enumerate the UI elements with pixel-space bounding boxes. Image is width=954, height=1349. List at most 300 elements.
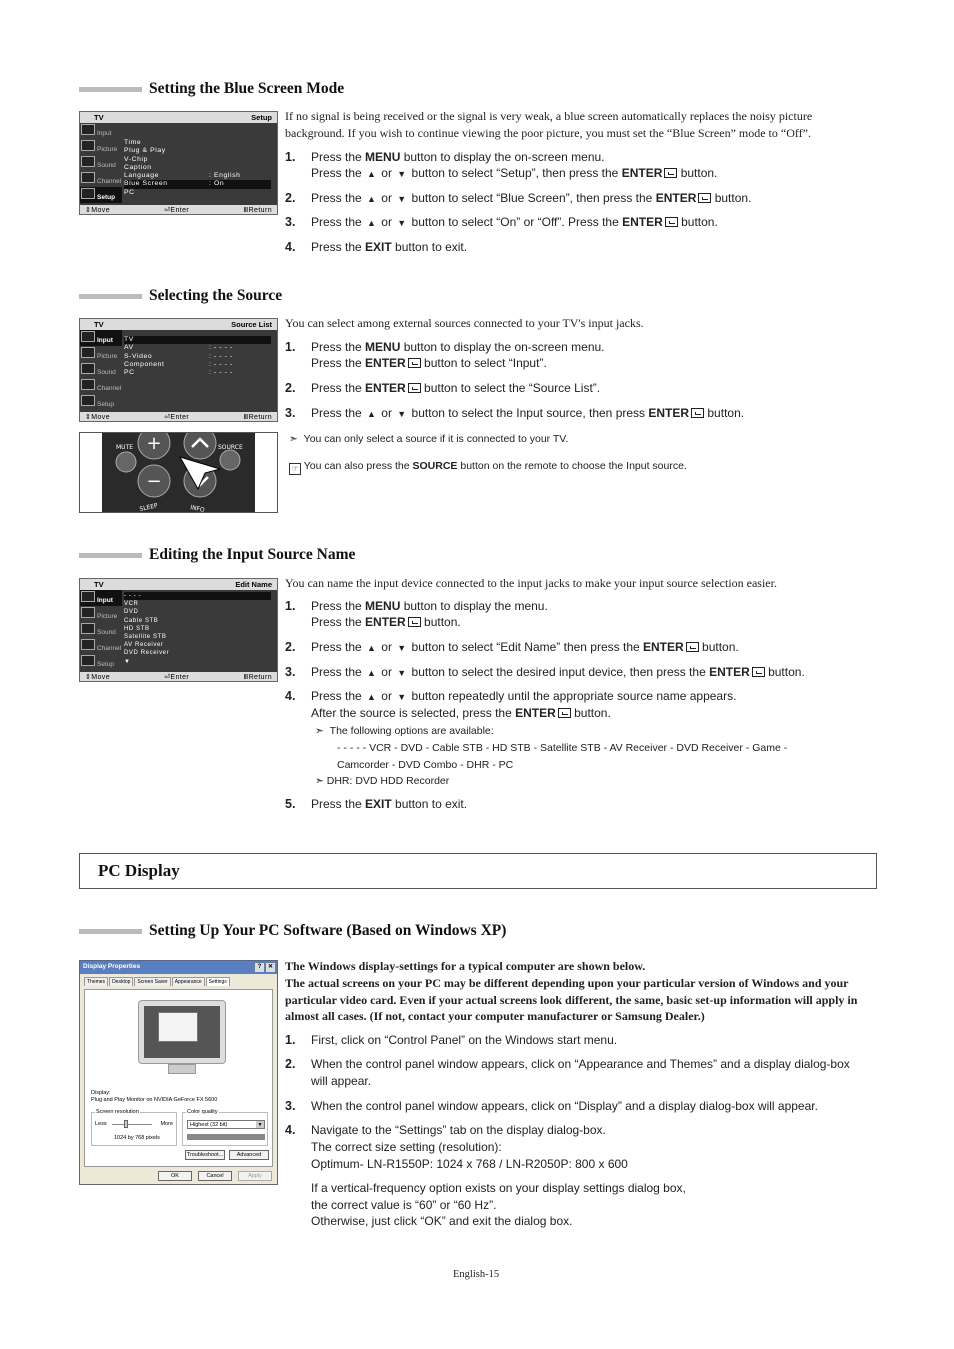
row-label: Language (124, 172, 160, 180)
row-label: PC (124, 369, 135, 377)
step-text: Press the ENTER button to select “Input”. (311, 356, 547, 370)
tv-side-label: Picture (97, 146, 118, 153)
display-label: Display: (91, 1090, 111, 1096)
tv-side-item-picture (80, 346, 122, 362)
troubleshoot-button[interactable]: Troubleshoot... (186, 1152, 224, 1158)
page-number: English-15 (453, 1269, 500, 1280)
tv-menu-row (124, 180, 271, 188)
edit-step-5 (285, 796, 855, 813)
step-number: 1. (285, 150, 296, 164)
enter-icon (691, 408, 704, 418)
tv-side-label: Setup (97, 661, 114, 668)
edit-note-1 (315, 723, 494, 740)
less-label: Less (95, 1121, 107, 1127)
channel-icon (81, 172, 95, 183)
up-arrow-icon: ▲ (367, 692, 376, 702)
down-arrow-icon: ▼ (397, 409, 407, 419)
tv-menu-row (124, 336, 271, 344)
step-text: The correct size setting (resolution): (311, 1140, 502, 1154)
resolution-group (91, 1109, 177, 1146)
tv-menu-row (124, 641, 271, 649)
remote-mute-label: MUTE (116, 444, 134, 451)
edit-note-options: - - - - - VCR - DVD - Cable STB - HD STB - Satellite STB - AV Receiver - DVD Receiver - Game - (337, 742, 788, 754)
color-quality-group (182, 1109, 268, 1146)
channel-icon (81, 379, 95, 390)
section-title-pc-software (79, 921, 506, 941)
tv-menu-list (124, 336, 271, 377)
note-text: The following options are available: (329, 725, 494, 737)
tab-appearance[interactable]: Appearance (172, 977, 205, 986)
row-label: - - - - (124, 593, 142, 599)
tv-side-label: Input (97, 597, 113, 604)
tv-menu-row (124, 361, 271, 369)
remote-sleep-label: SLEEP (138, 502, 159, 512)
source-step-3 (285, 380, 855, 397)
step-keyword: ENTER (515, 706, 556, 720)
row-label: Satellite STB (124, 633, 167, 640)
down-arrow-icon: ▼ (397, 169, 407, 179)
tv-menu-list (124, 139, 271, 197)
tv-side-item-picture (80, 139, 122, 155)
pc-display-header (79, 853, 877, 889)
row-label: Blue Screen (124, 180, 168, 188)
blue-screen-step-1 (285, 149, 855, 166)
enter-hint: ⏎Enter (164, 206, 190, 214)
return-hint: ⅢReturn (243, 413, 272, 421)
blue-screen-step-3 (285, 190, 855, 208)
step-keyword: ENTER (643, 640, 684, 654)
row-label: Component (124, 360, 165, 368)
tv-side-item-sound (80, 622, 122, 638)
pc-extra-info (285, 1139, 855, 1172)
tab-settings[interactable]: Settings (206, 977, 230, 986)
tv-menu-row (124, 625, 271, 633)
down-arrow-icon: ▼ (397, 643, 407, 653)
tv-side-item-channel (80, 378, 122, 394)
step-keyword: ENTER (709, 665, 750, 679)
step-keyword: MENU (365, 150, 401, 164)
step-text: Otherwise, just click “OK” and exit the dialog box. (311, 1214, 573, 1228)
up-arrow-icon: ▲ (367, 169, 376, 179)
edit-name-step-1 (285, 598, 855, 615)
step-text: Press the ▲ or ▼ button to select “Setup”, then press the ENTER button. (311, 165, 855, 183)
step-number: 1. (285, 599, 296, 613)
enter-icon (698, 193, 711, 203)
pc-intro-1: The Windows display-settings for a typical computer are shown below. (285, 959, 646, 973)
edit-name-step-2 (285, 614, 855, 631)
step-keyword: ENTER (648, 406, 690, 420)
step-text: Press the ▲ or ▼ button repeatedly until the appropriate source name appears. (311, 688, 855, 706)
tv-menu-row (124, 658, 271, 666)
step-text: Press the MENU button to display the menu. (311, 599, 548, 613)
monitor-preview (138, 1000, 226, 1078)
pc-intro-2: The actual screens on your PC may be different depending upon your particular version of Windows and your particular video card. Even if your actual screens look different, the same, basic set-up information will apply in almost all cases. (If not, contact your computer manufacturer or Samsung Dealer.) (285, 976, 858, 1023)
source-step-2 (285, 355, 855, 372)
tv-side-label: Setup (97, 401, 114, 408)
color-quality-select[interactable] (187, 1120, 265, 1129)
tv-menu-row (124, 172, 271, 180)
row-value (209, 336, 271, 344)
note-arrow-icon: ➣ (289, 433, 298, 445)
edit-note-options-2: Camcorder - DVD Combo - DHR - PC (337, 759, 514, 771)
tv-menu-row (124, 147, 271, 155)
resolution-slider-thumb[interactable] (124, 1120, 128, 1128)
picture-icon (81, 607, 95, 618)
tv-menu-row (124, 164, 271, 172)
tv-side-label: Channel (97, 645, 122, 652)
advanced-button[interactable]: Advanced (229, 1150, 269, 1160)
tv-side-label: Sound (97, 369, 116, 376)
section-heading: Setting Up Your PC Software (Based on Windows XP) (149, 922, 507, 939)
step-keyword: ENTER (622, 215, 663, 229)
move-hint: ⇕Move (85, 413, 110, 421)
close-icon[interactable]: ✕ (267, 964, 274, 970)
tv-menu-row (124, 649, 271, 657)
enter-icon (408, 358, 421, 368)
section-title-source (79, 286, 282, 306)
tv-side-label: Setup (97, 194, 116, 201)
step-keyword: ENTER (365, 381, 406, 395)
row-value: : - - - - (209, 360, 233, 368)
pc-extra-info-2 (285, 1180, 855, 1230)
setup-icon (81, 395, 95, 406)
edit-name-intro: You can name the input device connected to the input jacks to make your input source selection easier. (285, 576, 777, 590)
move-hint: ⇕Move (85, 206, 110, 214)
tv-menu-sidebar (80, 330, 122, 410)
tv-label: TV (94, 113, 104, 122)
title-bar-decoration (79, 294, 142, 299)
color-bar (187, 1134, 265, 1140)
step-number: 2. (285, 381, 296, 395)
row-label: DVD (124, 609, 139, 616)
tv-menu-row (124, 189, 271, 197)
apply-button[interactable]: Apply (238, 1171, 272, 1181)
edit-name-step-4 (285, 664, 855, 682)
step-number: 4. (285, 240, 296, 254)
tv-label: TV (94, 320, 104, 329)
tv-menu-row (124, 633, 271, 641)
up-arrow-icon: ▲ (367, 194, 376, 204)
dialog-title: Display Properties (83, 963, 141, 970)
row-label: TV (124, 336, 134, 343)
note-bold: SOURCE (412, 460, 458, 472)
note-text: DHR: DVD HDD Recorder (326, 775, 450, 787)
tv-label: TV (94, 580, 104, 589)
edit-note-dhr (315, 773, 449, 790)
step-text: Press the ENTER button. (311, 615, 461, 629)
step-text: Press the MENU button to display the on-screen menu. (311, 340, 605, 354)
note-arrow-icon: ➣ (315, 775, 324, 787)
title-bar-decoration (79, 553, 142, 558)
up-arrow-icon: ▲ (367, 643, 376, 653)
blue-screen-step-2 (285, 165, 855, 183)
tv-menu-row (124, 608, 271, 616)
down-arrow-icon: ▼ (397, 692, 407, 702)
step-text: Press the ENTER button to select the “Source List”. (311, 381, 601, 395)
resolution-value: 1024 by 768 pixels (114, 1135, 160, 1141)
tv-side-label: Input (97, 130, 112, 137)
step-keyword: EXIT (365, 240, 392, 254)
tv-menu-source-list (79, 318, 278, 422)
setup-icon (81, 655, 95, 666)
tv-side-item-setup (80, 187, 122, 203)
remote-hint-icon: ☞ (289, 463, 301, 475)
step-text: After the source is selected, press the ENTER button. (311, 706, 611, 720)
tv-menu-row (124, 617, 271, 625)
row-label: S-Video (124, 352, 153, 360)
menu-header: Source List (231, 320, 272, 329)
tab-desktop[interactable]: Desktop (109, 977, 133, 986)
settings-panel (84, 989, 273, 1167)
up-arrow-icon: ▲ (367, 218, 376, 228)
row-label: Time (124, 139, 142, 146)
enter-icon (558, 708, 571, 718)
row-label: Caption (124, 163, 152, 171)
row-value (209, 147, 271, 155)
edit-name-step-3 (285, 639, 855, 657)
return-hint: ⅢReturn (243, 206, 272, 214)
step-text: Press the ▲ or ▼ button to select “Blue Screen”, then press the ENTER button. (311, 190, 855, 208)
tv-menu-edit-name (79, 578, 278, 682)
edit-name-step-5 (285, 688, 855, 706)
row-label: VCR (124, 601, 139, 608)
step-keyword: ENTER (621, 166, 663, 180)
step-text: Press the ▲ or ▼ button to select the desired input device, then press the ENTER button. (311, 664, 855, 682)
enter-hint: ⏎Enter (164, 413, 190, 421)
note-text: button on the remote to choose the Input source. (457, 460, 687, 472)
step-text: If a vertical-frequency option exists on your display settings dialog box, (311, 1181, 686, 1195)
step-keyword: ENTER (655, 191, 697, 205)
section-title-blue-screen (79, 79, 344, 99)
setup-icon (81, 188, 95, 199)
help-icon[interactable]: ? (255, 963, 264, 972)
step-keyword: ENTER (365, 356, 406, 370)
pc-step-4 (285, 1122, 855, 1139)
step-number: 1. (285, 1033, 296, 1047)
step-number: 5. (285, 797, 296, 811)
row-value: : - - - - (209, 352, 233, 360)
step-keyword: ENTER (365, 615, 406, 629)
move-hint: ⇕Move (85, 673, 110, 681)
tv-side-item-setup (80, 654, 122, 670)
channel-icon (81, 639, 95, 650)
tv-side-item-input (80, 123, 122, 139)
color-quality-value: Highest (32 bit) (190, 1122, 228, 1128)
step-text: Press the EXIT button to exit. (311, 240, 468, 254)
tv-side-item-sound (80, 155, 122, 171)
row-value (209, 164, 271, 172)
row-label: ▼ (124, 658, 131, 665)
tab-screen-saver[interactable]: Screen Saver (134, 977, 170, 986)
step-text: Optimum- LN-R1550P: 1024 x 768 / LN-R2050P: 800 x 600 (311, 1156, 628, 1171)
source-step-4 (285, 405, 855, 423)
monitor-name: Plug and Play Monitor on NVIDIA GeForce FX 5600 (91, 1097, 218, 1103)
step-text: the correct value is “60” or “60 Hz”. (311, 1197, 497, 1212)
source-intro: You can select among external sources connected to your TV's input jacks. (285, 316, 644, 330)
step-text: Press the EXIT button to exit. (311, 797, 468, 811)
input-icon (81, 124, 95, 135)
tv-menu-sidebar (80, 123, 122, 203)
input-icon (81, 591, 95, 602)
step-text: Press the ▲ or ▼ button to select “Edit Name” then press the ENTER button. (311, 639, 855, 657)
tv-side-label: Channel (97, 178, 122, 185)
source-step-1 (285, 339, 855, 356)
blue-screen-step-4 (285, 214, 855, 232)
step-number: 3. (285, 215, 296, 229)
blue-screen-intro: If no signal is being received or the signal is very weak, a blue screen automatically replaces the noisy picture background. If you wish to continue viewing the poor picture, you must set the “Blue Screen” mode to “Off”. (285, 109, 813, 140)
svg-text:+: + (146, 433, 162, 454)
title-bar-decoration (79, 87, 142, 92)
sound-icon (81, 363, 95, 374)
svg-text:−: − (146, 471, 162, 492)
pc-step-3 (285, 1098, 855, 1115)
enter-icon (408, 383, 421, 393)
tv-side-item-sound (80, 362, 122, 378)
enter-hint: ⏎Enter (164, 673, 190, 681)
tv-menu-list (124, 592, 271, 666)
step-keyword: MENU (365, 340, 401, 354)
pc-display-title: PC Display (98, 861, 180, 880)
return-hint: ⅢReturn (243, 673, 272, 681)
menu-header: Edit Name (235, 580, 272, 589)
row-label: AV Receiver (124, 642, 164, 649)
step-number: 3. (285, 406, 296, 420)
resolution-label: Screen resolution (96, 1109, 139, 1115)
row-value (209, 189, 271, 197)
row-label: V-Chip (124, 155, 149, 163)
remote-control-image (79, 432, 278, 513)
source-note-2 (289, 458, 687, 475)
sound-icon (81, 156, 95, 167)
dialog-tabs (80, 974, 277, 986)
up-arrow-icon: ▲ (367, 409, 376, 419)
color-quality-label: Color quality (187, 1109, 218, 1115)
row-value (209, 156, 271, 164)
step-number: 4. (285, 689, 296, 703)
pc-step-1 (285, 1032, 855, 1049)
tv-side-item-picture (80, 606, 122, 622)
row-label: Cable STB (124, 617, 159, 624)
row-label: DVD Receiver (124, 650, 170, 657)
row-value: : - - - - (209, 369, 233, 377)
tv-menu-row (124, 344, 271, 352)
row-value: : On (209, 180, 225, 188)
step-text: When the control panel window appears, click on “Appearance and Themes” and a display dialog-box will appear. (311, 1057, 850, 1088)
step-number: 2. (285, 640, 296, 654)
tv-menu-row (124, 592, 271, 600)
edit-name-step-6 (285, 705, 855, 722)
tv-menu-row (124, 600, 271, 608)
step-text: Press the ▲ or ▼ button to select the Input source, then press ENTER button. (311, 405, 855, 423)
tv-menu-row (124, 139, 271, 147)
row-label: PC (124, 188, 135, 196)
enter-icon (665, 217, 678, 227)
note-arrow-icon: ➣ (315, 725, 324, 737)
row-label: Plug & Play (124, 147, 166, 155)
step-text: Press the MENU button to display the on-screen menu. (311, 150, 605, 164)
tv-menu-row (124, 353, 271, 361)
step-number: 2. (285, 1057, 296, 1071)
menu-header: Setup (251, 113, 272, 122)
tv-side-label: Input (97, 337, 113, 344)
tv-menu-row (124, 156, 271, 164)
section-heading: Setting the Blue Screen Mode (149, 80, 345, 97)
enter-icon (408, 617, 421, 627)
section-heading: Selecting the Source (149, 287, 283, 304)
down-arrow-icon: ▼ (397, 668, 407, 678)
tab-themes[interactable]: Themes (84, 977, 108, 986)
more-label: More (160, 1121, 173, 1127)
row-value: : - - - - (209, 344, 233, 352)
dialog-titlebar (80, 961, 277, 974)
row-value: : English (209, 172, 241, 180)
note-text: You can also press the (303, 460, 413, 472)
cancel-button[interactable]: Cancel (198, 1171, 232, 1181)
step-number: 3. (285, 665, 296, 679)
enter-icon (664, 168, 677, 178)
step-text: Navigate to the “Settings” tab on the display dialog-box. (311, 1123, 606, 1137)
tv-side-item-channel (80, 171, 122, 187)
tv-side-item-input (80, 590, 122, 606)
enter-icon (752, 667, 765, 677)
ok-button[interactable]: OK (158, 1171, 192, 1181)
step-keyword: MENU (365, 599, 401, 613)
display-properties-dialog (79, 960, 278, 1185)
tv-menu-row (124, 369, 271, 377)
picture-icon (81, 140, 95, 151)
step-number: 3. (285, 1099, 296, 1113)
resolution-slider[interactable] (112, 1124, 152, 1125)
picture-icon (81, 347, 95, 358)
step-text: When the control panel window appears, click on “Display” and a display dialog-box will appear. (311, 1099, 818, 1113)
blue-screen-step-5 (285, 239, 855, 256)
tv-side-item-input (80, 330, 122, 346)
tv-side-label: Channel (97, 385, 122, 392)
section-heading: Editing the Input Source Name (149, 546, 356, 563)
up-arrow-icon: ▲ (367, 668, 376, 678)
tv-menu-sidebar (80, 590, 122, 670)
source-note-1 (289, 431, 568, 448)
tv-side-item-channel (80, 638, 122, 654)
row-label: HD STB (124, 625, 150, 632)
pc-step-2 (285, 1056, 855, 1089)
remote-info-label: INFO (189, 504, 206, 512)
tv-side-label: Sound (97, 629, 116, 636)
step-text: First, click on “Control Panel” on the Windows start menu. (311, 1033, 618, 1047)
tv-side-label: Sound (97, 162, 116, 169)
row-label: AV (124, 344, 134, 352)
tv-side-label: Picture (97, 613, 118, 620)
down-arrow-icon: ▼ (397, 218, 407, 228)
down-arrow-icon: ▼ (397, 194, 407, 204)
enter-icon (686, 642, 699, 652)
chevron-down-icon: ▼ (257, 1122, 263, 1128)
step-text: Press the ▲ or ▼ button to select “On” or “Off”. Press the ENTER button. (311, 214, 855, 232)
tv-menu-setup (79, 111, 278, 215)
step-number: 1. (285, 340, 296, 354)
step-number: 4. (285, 1123, 296, 1137)
input-icon (81, 331, 95, 342)
title-bar-decoration (79, 929, 142, 934)
sound-icon (81, 623, 95, 634)
remote-source-label: SOURCE (218, 444, 243, 451)
tv-side-item-setup (80, 394, 122, 410)
tv-side-label: Picture (97, 353, 118, 360)
step-number: 2. (285, 191, 296, 205)
section-title-edit-name (79, 545, 355, 565)
row-value (209, 139, 271, 147)
note-text: You can only select a source if it is connected to your TV. (303, 433, 569, 445)
